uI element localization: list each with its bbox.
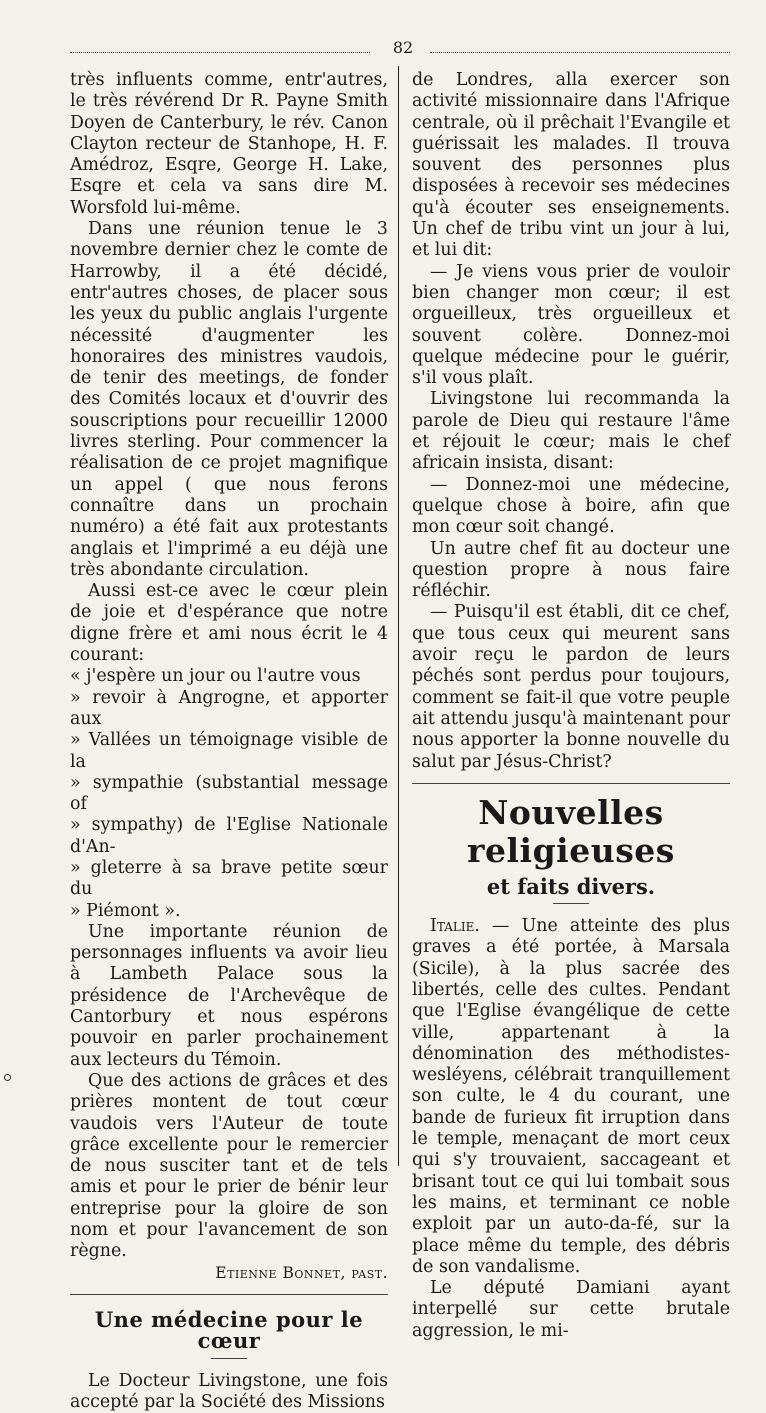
paragraph: Le Docteur Livingstone, une fois accepté par la Société des Missions — [70, 1370, 388, 1412]
column-divider — [398, 66, 399, 1166]
paragraph: Une importante réunion de personnages influents va avoir lieu à Lambeth Palace sous la présidence de l'Archevêque de Cantorbury et nous espérons pouvoir en parler prochainement aux lecteurs du Témoin. — [70, 921, 388, 1070]
section-title: Nouvelles religieuses — [467, 792, 675, 870]
header-rule-left — [70, 52, 370, 53]
paragraph: Aussi est-ce avec le cœur plein de joie et d'espérance que notre digne frère et ami nous écrit le 4 courant: — [70, 581, 388, 666]
paragraph: Le député Damiani ayant interpellé sur cette brutale aggression, le mi- — [412, 1278, 730, 1341]
quote-line: » revoir à Angrogne, et apporter aux — [70, 687, 388, 729]
section-subtitle: et faits divers. — [486, 873, 656, 899]
article-title: Une médecine pour le cœur — [94, 1306, 364, 1354]
section-separator — [412, 783, 730, 784]
paragraph: Un autre chef fit au docteur une question propre à nous faire réfléchir. — [412, 538, 730, 602]
title-rule — [211, 1358, 247, 1359]
italie-label: Italie. — [430, 916, 480, 937]
title-rule — [553, 903, 589, 904]
left-column — [70, 70, 388, 1413]
page-header — [70, 38, 730, 62]
quote-line: » sympathy) de l'Eglise Nationale d'An- — [70, 815, 388, 857]
paragraph: — Je viens vous prier de vouloir bien changer mon cœur; il est orgueilleux, très orgueilleux et souvent colère. Donnez-moi quelque médecine pour le guérir, s'il vous plaît. — [412, 261, 730, 389]
paragraph: Dans une réunion tenue le 3 novembre dernier chez le comte de Harrowby, il a été décidé, entr'autres choses, de placer sous les yeux du public anglais l'urgente nécessité d'augmenter les honoraires des ministres vaudois, de tenir des meetings, de fonder des Comités locaux et d'ouvrir des souscriptions pour recueillir 12000 livres sterling. Pour commencer la réalisation de ce projet magnifique un appel ( que nous ferons connaître dans un prochain numéro) a été fait aux protestants anglais et l'imprimé a eu déjà une très abondante circulation. — [70, 219, 388, 580]
article-separator — [70, 1294, 388, 1295]
quote-line: » Piémont ». — [70, 900, 181, 921]
quote-line: « j'espère un jour ou l'autre vous — [70, 666, 361, 687]
margin-mark — [4, 1074, 11, 1081]
paragraph: — Puisqu'il est établi, dit ce chef, que tous ceux qui meurent sans avoir reçu le pardon de leurs péchés sont perdus pour toujours, comment se fait-il que votre peuple ait attendu jusqu'à maintenant pour nous apporter la bonne nouvelle du salut par Jésus-Christ? — [412, 602, 730, 772]
paragraph: Livingstone lui recommanda la parole de Dieu qui restaure l'âme et réjouit le cœur; mais le chef africain insista, disant: — [412, 389, 730, 474]
paragraph: — Donnez-moi une médecine, quelque chose à boire, afin que mon cœur soit changé. — [412, 474, 730, 538]
quote-line: » Vallées un témoignage visible de la — [70, 730, 388, 772]
paragraph: Que des actions de grâces et des prières montent de tout cœur vaudois vers l'Auteur de toute grâce excellente pour le remercier de nous susciter tant et de tels amis et pour le prier de bénir leur entreprise pour la gloire de son nom et pour l'avancement de son règne. — [70, 1070, 388, 1262]
quote-line: » gleterre à sa brave petite sœur du — [70, 857, 388, 900]
page-number: 82 — [392, 38, 414, 57]
paragraph: très influents comme, entr'autres, le très révérend Dr R. Payne Smith Doyen de Canterbury, le rév. Canon Clayton recteur de Stanhope, H. F. Amédroz, Esqre, George H. Lake, Esqre et cela va sans dire M. Worsfold lui-même. — [70, 70, 388, 218]
paragraph-text: — Une atteinte des plus graves a été portée, à Marsala (Sicile), à la plus sacrée des libertés, celle des cultes. Pendant que l'Eglise évangélique de cette ville, appartenant à la dénomination des méthodistes-wesléyens, célébrait tranquillement son culte, le 4 du courant, une bande de furieux fit irruption dans le temple, menaçant de mort ceux qui s'y trouvaient, saccageant et brisant tout ce qui lui tombait sous les mains, et terminant ce noble exploit par un auto-da-fé, sur la place même du temple, des débris de son vandalisme. — [412, 916, 731, 1277]
right-column — [412, 70, 730, 1342]
header-rule-right — [430, 52, 730, 53]
quote-line: » sympathie (substantial message of — [70, 772, 388, 815]
letter-quote — [70, 666, 388, 922]
signature: Etienne Bonnet, past. — [215, 1263, 388, 1282]
paragraph: de Londres, alla exercer son activité missionnaire dans l'Afrique centrale, où il prêchait l'Evangile et guérissait les malades. Il trouva souvent des personnes plus disposées à recevoir ses médecines qu'à écouter ses enseignements. Un chef de tribu vint un jour à lui, et lui dit: — [412, 70, 730, 261]
